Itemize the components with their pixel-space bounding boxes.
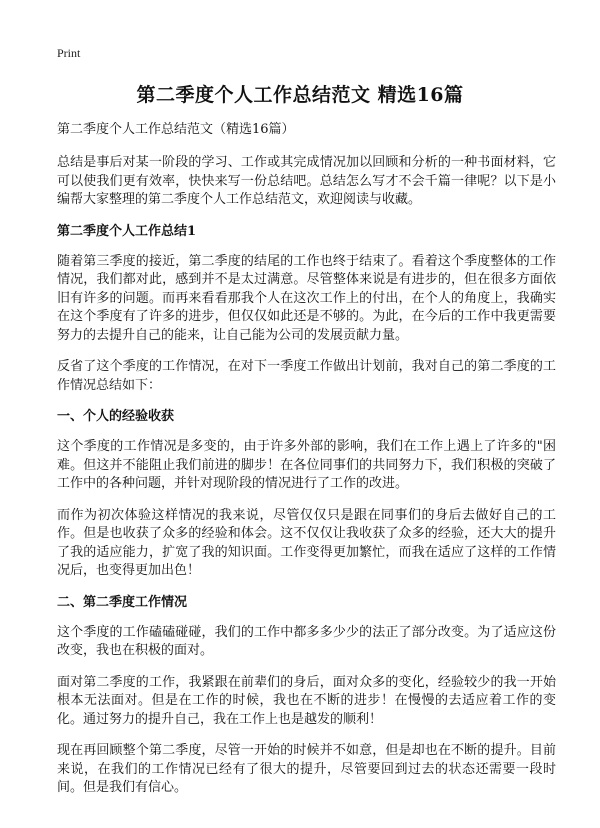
paragraph-3: 这个季度的工作情况是多变的，由于许多外部的影响，我们在工作上遇上了许多的"困难。但这并不能阻止我们前进的脚步！在各位同事们的共同努力下，我们积极的突破了工作中的各种问题，并针对现阶段的情况进行了工作的改进。: [57, 439, 556, 491]
document-subtitle: 第二季度个人工作总结范文（精选16篇）: [57, 122, 295, 137]
paragraph-5: 这个季度的工作磕磕碰碰，我们的工作中都多多少少的法正了部分改变。为了适应这份改变，我也在积极的面对。: [57, 624, 556, 658]
page-title: 第二季度个人工作总结范文 精选16篇: [136, 84, 464, 106]
section-heading-1: 第二季度个人工作总结1: [57, 223, 197, 239]
intro-paragraph: 总结是事后对某一阶段的学习、工作或其完成情况加以回顾和分析的一种书面材料，它可以使我们更有效率，快快来写一份总结吧。总结怎么写才不会千篇一律呢？以下是小编帮大家整理的第二季度个人工作总结范文，欢迎阅读与收藏。: [57, 155, 556, 207]
heading-experience: 一、个人的经验收获: [57, 409, 175, 424]
heading-work: 二、第二季度工作情况: [57, 594, 188, 610]
document-body: [57, 121, 556, 811]
paragraph-1: 随着第三季度的接近，第二季度的结尾的工作也终于结束了。看着这个季度整体的工作情况，我们都对此，感到并不是太过满意。尽管整体来说是有进步的，但在很多方面依旧有许多的问题。而再来看看那我个人在这次工作上的付出，在个人的角度上，我确实在这个季度有了许多的进步，但仅仅如此还是不够的。为此，在今后的工作中我更需要努力的去提升自己的能来，让自己能为公司的发展贡献力量。: [57, 253, 556, 343]
paragraph-2: 反省了这个季度的工作情况，在对下一季度工作做出计划前，我对自己的第二季度的工作情况总结如下：: [57, 359, 556, 393]
print-label[interactable]: Print: [57, 46, 81, 60]
paragraph-7: 现在再回顾整个第二季度，尽管一开始的时候并不如意，但是却也在不断的提升。目前来说，在我们的工作情况已经有了很大的提升，尽管要回到过去的状态还需要一段时间。但是我们有信心。: [57, 743, 556, 795]
paragraph-4: 而作为初次体验这样情况的我来说，尽管仅仅只是跟在同事们的身后去做好自己的工作。但是也收获了众多的经验和体会。这不仅仅让我收获了众多的经验，还大大的提升了我的适应能力，扩宽了我的知识面。工作变得更加繁忙，而我在适应了这样的工作情况后，也变得更加出色！: [57, 507, 556, 578]
paragraph-6: 面对第二季度的工作，我紧跟在前辈们的身后，面对众多的变化，经验较少的我一开始根本无法面对。但是在工作的时候，我也在不断的进步！在慢慢的去适应着工作的变化。通过努力的提升自己，我在工作上也是越发的顺利！: [57, 674, 556, 727]
